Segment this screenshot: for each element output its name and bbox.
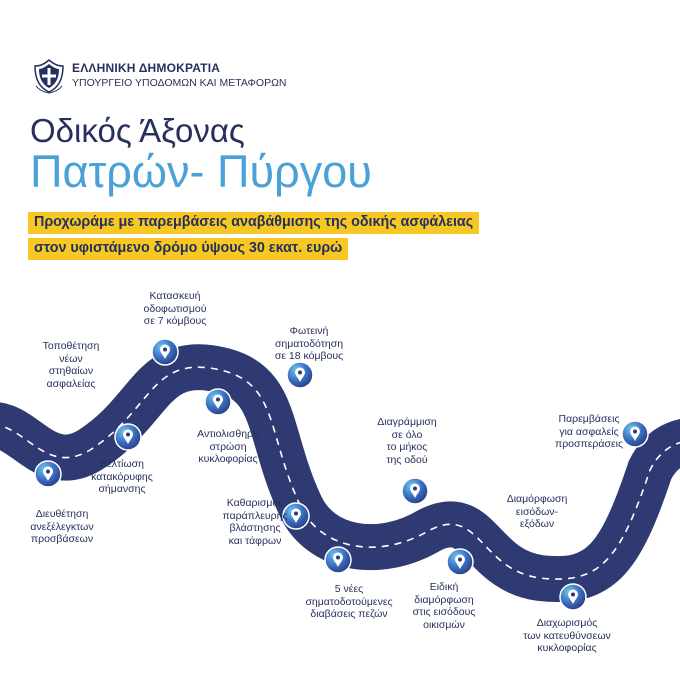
location-pin-icon: [35, 461, 61, 487]
milestone-label: Ειδική διαμόρφωση στις εισόδους οικισμών: [412, 581, 476, 631]
milestone-label: Διευθέτηση ανεξέλεγκτων προσβάσεων: [30, 508, 94, 545]
ministry-name: ΥΠΟΥΡΓΕΙΟ ΥΠΟΔΟΜΩΝ ΚΑΙ ΜΕΤΑΦΟΡΩΝ: [72, 77, 287, 89]
milestone-label: Διαγράμμιση σε όλο το μήκος της οδού: [377, 416, 437, 466]
page-title: Οδικός Άξονας: [30, 112, 245, 149]
milestone-label: Κατασκευή οδοφωτισμού σε 7 κόμβους: [143, 290, 207, 327]
country-name: ΕΛΛΗΝΙΚΗ ΔΗΜΟΚΡΑΤΙΑ: [72, 61, 221, 75]
location-pin-icon: [447, 549, 473, 575]
subtitle-line-1: Προχωράμε με παρεμβάσεις αναβάθμισης της οδικής ασφάλειας: [28, 212, 479, 234]
milestone-label: Βελτίωση κατακόρυφης σήμανσης: [91, 458, 153, 495]
location-pin-icon: [205, 389, 231, 415]
milestone-label: Παρεμβάσεις για ασφαλείς προσπεράσεις: [554, 413, 624, 450]
milestone-label: Αντιολισθηρή στρώση κυκλοφορίας: [197, 428, 259, 465]
location-pin-icon: [115, 424, 141, 450]
milestone-label: Διαμόρφωση εισόδων- εξόδων: [506, 493, 568, 530]
subtitle-line-2: στον υφιστάμενο δρόμο ύψους 30 εκατ. ευρώ: [28, 238, 348, 260]
location-pin-icon: [560, 584, 586, 610]
milestone-label: Διαχωρισμός των κατευθύνσεων κυκλοφορίας: [523, 617, 611, 654]
location-pin-icon: [325, 547, 351, 573]
location-pin-icon: [622, 421, 648, 447]
milestone-label: Καθαρισμός παράπλευρης βλάστησης και τάφρων: [222, 497, 288, 547]
milestone-label: Τοποθέτηση νέων στηθαίων ασφαλείας: [42, 340, 100, 390]
milestone-label: 5 νέες σηματοδοτούμενες διαβάσεις πεζών: [305, 583, 393, 620]
location-pin-icon: [287, 362, 313, 388]
page-title-route: Πατρών- Πύργου: [30, 146, 372, 197]
location-pin-icon: [402, 478, 428, 504]
location-pin-icon: [152, 339, 178, 365]
milestone-label: Φωτεινή σηματοδότηση σε 18 κόμβους: [274, 325, 344, 362]
